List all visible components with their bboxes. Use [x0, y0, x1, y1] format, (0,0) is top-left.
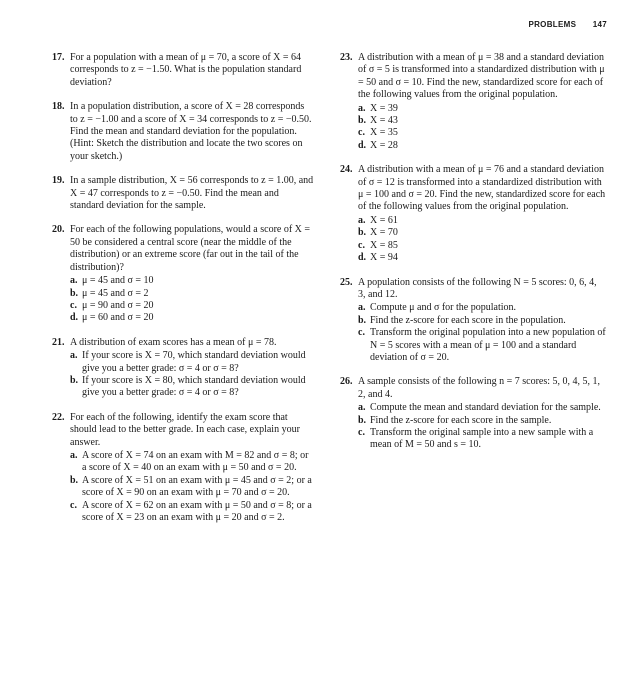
problem-number: 24. [340, 164, 353, 176]
sub-item-letter: b. [358, 115, 367, 127]
problem-text: A distribution of exam scores has a mean of μ = 78. [70, 336, 277, 348]
sub-item-text: X = 39 [370, 102, 398, 114]
problem-23 [340, 52, 606, 152]
sub-item-letter: a. [358, 214, 366, 226]
sub-item-text: If your score is X = 80, which standard deviation would give you a better grade: σ = 4 or σ = 8? [82, 374, 306, 399]
sub-item [358, 140, 606, 152]
problem-17 [52, 52, 314, 89]
sub-item [70, 475, 314, 500]
sub-item-letter: c. [358, 239, 365, 251]
sub-item [70, 375, 314, 400]
sub-item [358, 215, 606, 227]
page-number: 147 [592, 20, 607, 29]
sub-item-letter: b. [358, 414, 367, 426]
sub-item-letter: d. [358, 139, 367, 151]
left-column [52, 52, 314, 536]
sub-item [70, 312, 314, 324]
problem-number: 23. [340, 52, 353, 63]
problem-20 [52, 224, 314, 324]
sub-item [70, 288, 314, 300]
problem-text: A distribution with a mean of μ = 38 and a standard deviation of σ = 5 is transformed into a standardized distribution with μ = 50 and σ = 10. Find the new, standardized score for each of the following values from the original population. [358, 52, 605, 101]
section-title: PROBLEMS [528, 20, 577, 29]
sub-item [358, 127, 606, 139]
sub-items [358, 402, 606, 452]
sub-item-text: X = 70 [370, 227, 398, 239]
sub-item-letter: a. [358, 402, 366, 414]
problem-24 [340, 164, 606, 264]
sub-item-text: Transform the original population into a new population of N = 5 scores with a mean of μ = 100 and a standard deviation of σ = 20. [370, 327, 606, 363]
sub-item [358, 427, 606, 452]
sub-item-text: μ = 45 and σ = 2 [82, 287, 149, 299]
sub-item-letter: c. [358, 127, 365, 139]
sub-item-text: X = 85 [370, 239, 398, 251]
page-header [528, 20, 607, 29]
sub-item [70, 500, 314, 525]
problem-number: 18. [52, 101, 65, 113]
problem-text: For each of the following, identify the exam score that should lead to the better grade. In each case, explain your answer. [70, 411, 300, 448]
problem-text: In a sample distribution, X = 56 corresponds to z = 1.00, and X = 47 corresponds to z = −0.50. Find the mean and standard deviation for the sample. [70, 175, 314, 212]
problem-25 [340, 277, 606, 365]
sub-item-letter: a. [70, 449, 78, 461]
problem-number: 20. [52, 224, 65, 236]
problem-number: 25. [340, 276, 353, 288]
sub-item-letter: a. [70, 275, 78, 287]
problem-text: For each of the following populations, would a score of X = 50 be considered a central score (near the middle of the distribution) or an extreme score (far out in the tail of the distribution)? [70, 224, 311, 273]
sub-item [70, 450, 314, 475]
sub-item-text: X = 61 [370, 214, 398, 226]
sub-item [70, 300, 314, 312]
sub-item-text: X = 35 [370, 127, 398, 139]
sub-item [70, 350, 314, 375]
sub-item-text: X = 43 [370, 115, 398, 127]
sub-item [358, 315, 606, 327]
sub-item [358, 415, 606, 427]
sub-item-letter: b. [70, 287, 79, 299]
sub-item-text: A score of X = 62 on an exam with μ = 50 and σ = 8; or a score of X = 23 on an exam with μ = 20 and σ = 2. [82, 499, 312, 523]
sub-item-text: Transform the original sample into a new sample with a mean of M = 50 and s = 10. [370, 426, 594, 451]
sub-item [358, 252, 606, 264]
sub-item-letter: a. [358, 102, 366, 114]
sub-item-text: If your score is X = 70, which standard deviation would give you a better grade: σ = 4 or σ = 8? [82, 350, 306, 374]
sub-item-text: X = 94 [370, 252, 398, 264]
sub-item-letter: b. [358, 227, 367, 239]
sub-item-text: A score of X = 74 on an exam with M = 82 and σ = 8; or a score of X = 40 on an exam with μ = 50 and σ = 20. [82, 449, 309, 474]
right-column [340, 52, 606, 464]
problem-text: For a population with a mean of μ = 70, a score of X = 64 corresponds to z = −1.50. What is the population standard deviation? [70, 52, 302, 88]
sub-item [358, 240, 606, 252]
problem-text: In a population distribution, a score of X = 28 corresponds to z = −1.00 and a score of X = 34 corresponds to z = −0.50. Find the mean and standard deviation for the population. (Hint: Sketch the distribution and locate the two scores on your sketch.) [70, 101, 312, 162]
sub-items [70, 350, 314, 400]
sub-item-letter: d. [70, 312, 79, 324]
sub-item-text: μ = 45 and σ = 10 [82, 275, 154, 287]
sub-item-text: Compute the mean and standard deviation for the sample. [370, 402, 601, 414]
problem-number: 22. [52, 411, 65, 423]
sub-item-letter: c. [70, 499, 77, 511]
sub-item [358, 402, 606, 414]
sub-items [70, 275, 314, 325]
problem-22 [52, 412, 314, 525]
sub-item-text: Find the z-score for each score in the population. [370, 314, 566, 326]
sub-item-letter: d. [358, 252, 367, 264]
problem-text: A sample consists of the following n = 7 scores: 5, 0, 4, 5, 1, 2, and 4. [358, 376, 601, 400]
sub-item-letter: b. [358, 314, 367, 326]
sub-item-text: A score of X = 51 on an exam with μ = 45 and σ = 2; or a score of X = 90 on an exam with μ = 70 and σ = 20. [82, 474, 312, 499]
sub-items [358, 215, 606, 265]
sub-item-letter: c. [70, 299, 77, 311]
sub-item [358, 103, 606, 115]
sub-item-letter: b. [70, 374, 79, 386]
sub-item-letter: c. [358, 426, 365, 438]
sub-items [358, 103, 606, 153]
problem-text: A distribution with a mean of μ = 76 and a standard deviation of σ = 12 is transformed into a standardized distribution with μ = 100 and σ = 20. Find the new, standardized score for each of the following values from the original population. [358, 164, 606, 213]
problem-number: 17. [52, 52, 65, 63]
sub-item [358, 302, 606, 314]
sub-item-text: X = 28 [370, 139, 398, 151]
sub-item-text: μ = 60 and σ = 20 [82, 312, 154, 324]
sub-item [358, 115, 606, 127]
sub-item-text: Find the z-score for each score in the sample. [370, 414, 552, 426]
problem-number: 21. [52, 336, 65, 348]
sub-items [70, 450, 314, 524]
problem-text: A population consists of the following N = 5 scores: 0, 6, 4, 3, and 12. [358, 276, 597, 300]
sub-item [70, 275, 314, 287]
problem-19 [52, 175, 314, 212]
problem-21 [52, 337, 314, 400]
sub-item-text: μ = 90 and σ = 20 [82, 299, 154, 311]
sub-items [358, 302, 606, 364]
sub-item-letter: a. [358, 302, 366, 314]
sub-item-letter: a. [70, 350, 78, 362]
sub-item [358, 327, 606, 364]
sub-item [358, 227, 606, 239]
sub-item-letter: c. [358, 327, 365, 339]
problem-number: 26. [340, 376, 353, 388]
sub-item-text: Compute μ and σ for the population. [370, 302, 517, 314]
problem-26 [340, 376, 606, 451]
problem-18 [52, 101, 314, 163]
problem-number: 19. [52, 175, 65, 187]
sub-item-letter: b. [70, 474, 79, 486]
